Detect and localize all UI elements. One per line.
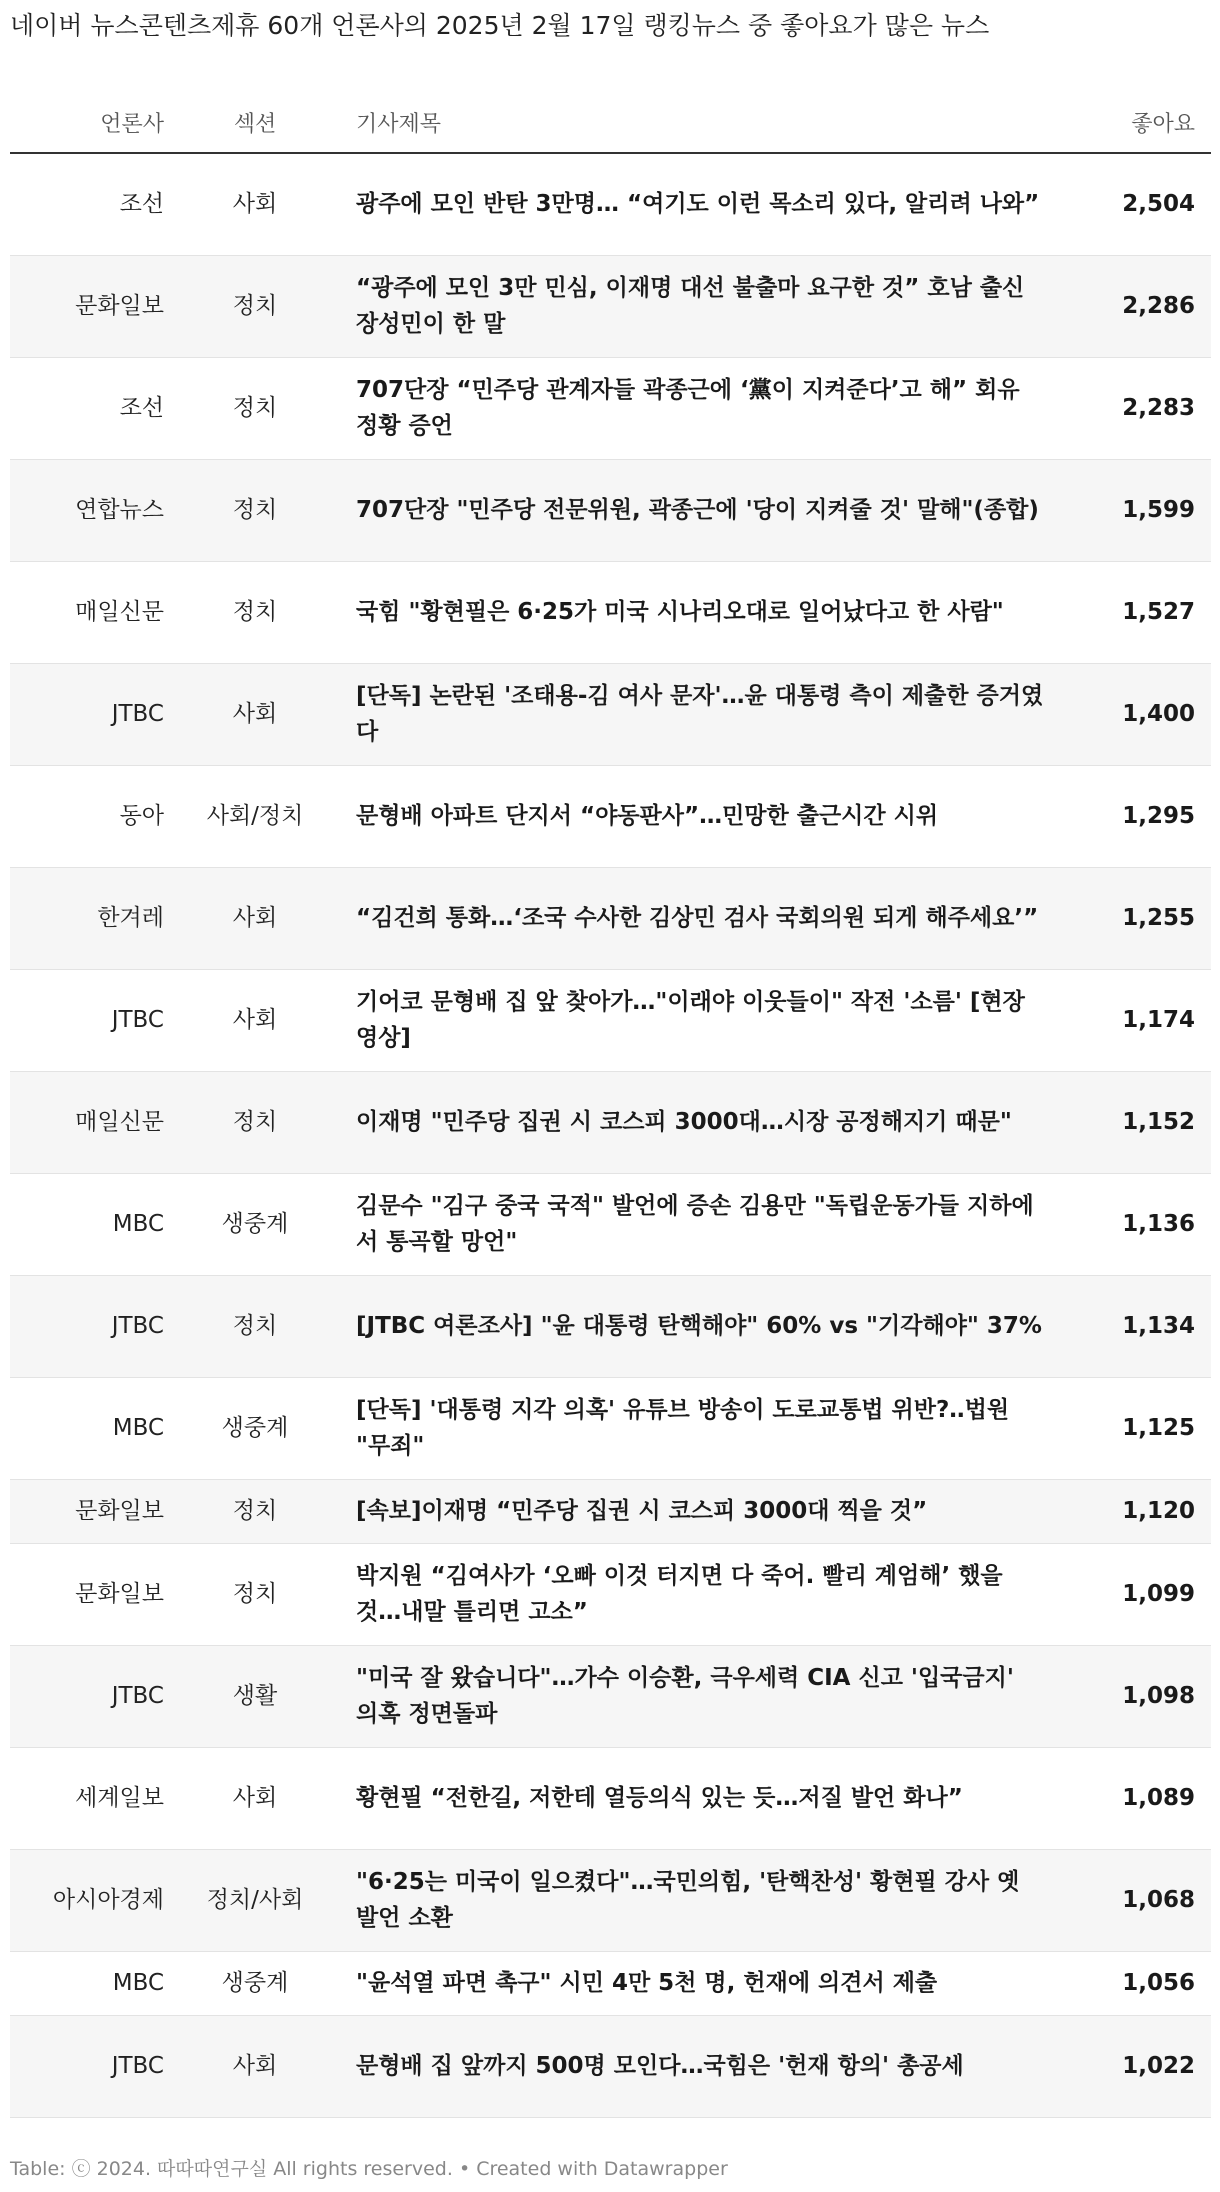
likes-cell: 1,174 [1060,969,1211,1071]
likes-cell: 1,134 [1060,1275,1211,1377]
table-row[interactable] [10,153,1211,255]
section-cell: 정치 [180,357,330,459]
headline-cell[interactable]: 김문수 "김구 중국 국적" 발언에 증손 김용만 "독립운동가들 지하에서 통곡할 망언" [330,1173,1060,1275]
headline-cell[interactable]: "6·25는 미국이 일으켰다"…국민의힘, '탄핵찬성' 황현필 강사 옛 발언 소환 [330,1849,1060,1951]
likes-cell: 1,152 [1060,1071,1211,1173]
headline-cell[interactable]: 707단장 "민주당 전문위원, 곽종근에 '당이 지켜줄 것' 말해"(종합) [330,459,1060,561]
press-cell: JTBC [10,2015,180,2117]
press-cell: JTBC [10,1645,180,1747]
table-row[interactable] [10,663,1211,765]
likes-cell: 1,098 [1060,1645,1211,1747]
press-cell: 연합뉴스 [10,459,180,561]
table-row[interactable] [10,1543,1211,1645]
headline-cell[interactable]: 이재명 "민주당 집권 시 코스피 3000대…시장 공정해지기 때문" [330,1071,1060,1173]
press-cell: 조선 [10,357,180,459]
press-cell: JTBC [10,1275,180,1377]
press-cell: 매일신문 [10,1071,180,1173]
header-press[interactable]: 언론사 [10,92,180,153]
headline-cell[interactable]: 광주에 모인 반탄 3만명… “여기도 이런 목소리 있다, 알리려 나와” [330,153,1060,255]
headline-cell[interactable]: 박지원 “김여사가 ‘오빠 이것 터지면 다 죽어. 빨리 계엄해’ 했을 것…내말 틀리면 고소” [330,1543,1060,1645]
likes-cell: 1,527 [1060,561,1211,663]
table-row[interactable] [10,1275,1211,1377]
likes-cell: 1,599 [1060,459,1211,561]
headline-cell[interactable]: 국힘 "황현필은 6·25가 미국 시나리오대로 일어났다고 한 사람" [330,561,1060,663]
likes-cell: 1,089 [1060,1747,1211,1849]
press-cell: 아시아경제 [10,1849,180,1951]
section-cell: 생중계 [180,1377,330,1479]
headline-cell[interactable]: [단독] '대통령 지각 의혹' 유튜브 방송이 도로교통법 위반?‥법원 "무죄" [330,1377,1060,1479]
press-cell: MBC [10,1173,180,1275]
likes-cell: 1,099 [1060,1543,1211,1645]
press-cell: 매일신문 [10,561,180,663]
press-cell: 세계일보 [10,1747,180,1849]
section-cell: 정치 [180,1275,330,1377]
press-cell: MBC [10,1377,180,1479]
likes-cell: 1,255 [1060,867,1211,969]
section-cell: 사회 [180,969,330,1071]
header-likes[interactable]: 좋아요 [1060,92,1211,153]
headline-cell[interactable]: [JTBC 여론조사] "윤 대통령 탄핵해야" 60% vs "기각해야" 37% [330,1275,1060,1377]
table-row[interactable] [10,1479,1211,1543]
headline-cell[interactable]: “광주에 모인 3만 민심, 이재명 대선 불출마 요구한 것” 호남 출신 장성민이 한 말 [330,255,1060,357]
news-ranking-table [10,92,1211,2118]
section-cell: 생중계 [180,1173,330,1275]
table-row[interactable] [10,1377,1211,1479]
likes-cell: 1,068 [1060,1849,1211,1951]
press-cell: JTBC [10,663,180,765]
table-row[interactable] [10,765,1211,867]
likes-cell: 2,283 [1060,357,1211,459]
likes-cell: 1,022 [1060,2015,1211,2117]
table-row[interactable] [10,459,1211,561]
likes-cell: 1,125 [1060,1377,1211,1479]
section-cell: 생활 [180,1645,330,1747]
likes-cell: 1,120 [1060,1479,1211,1543]
table-row[interactable] [10,2015,1211,2117]
likes-cell: 1,056 [1060,1951,1211,2015]
table-row[interactable] [10,561,1211,663]
likes-cell: 2,504 [1060,153,1211,255]
likes-cell: 1,136 [1060,1173,1211,1275]
section-cell: 사회 [180,153,330,255]
headline-cell[interactable]: 기어코 문형배 집 앞 찾아가…"이래야 이웃들이" 작전 '소름' [현장영상] [330,969,1060,1071]
likes-cell: 1,295 [1060,765,1211,867]
section-cell: 정치 [180,561,330,663]
headline-cell[interactable]: “김건희 통화…‘조국 수사한 김상민 검사 국회의원 되게 해주세요’” [330,867,1060,969]
headline-cell[interactable]: [단독] 논란된 '조태용-김 여사 문자'…윤 대통령 측이 제출한 증거였다 [330,663,1060,765]
table-row[interactable] [10,357,1211,459]
headline-cell[interactable]: "미국 잘 왔습니다"…가수 이승환, 극우세력 CIA 신고 '입국금지' 의혹 정면돌파 [330,1645,1060,1747]
section-cell: 정치 [180,255,330,357]
section-cell: 사회 [180,2015,330,2117]
page-title: 네이버 뉴스콘텐츠제휴 60개 언론사의 2025년 2월 17일 랭킹뉴스 중 좋아요가 많은 뉴스 [10,11,990,40]
table-row[interactable] [10,1951,1211,2015]
section-cell: 사회 [180,867,330,969]
headline-cell[interactable]: 황현필 “전한길, 저한테 열등의식 있는 듯…저질 발언 화나” [330,1747,1060,1849]
header-row [10,92,1211,153]
table-row[interactable] [10,1747,1211,1849]
section-cell: 사회 [180,663,330,765]
headline-cell[interactable]: 문형배 아파트 단지서 “야동판사”…민망한 출근시간 시위 [330,765,1060,867]
table-row[interactable] [10,255,1211,357]
section-cell: 정치/사회 [180,1849,330,1951]
section-cell: 정치 [180,459,330,561]
header-headline[interactable]: 기사제목 [330,92,1060,153]
table-row[interactable] [10,867,1211,969]
press-cell: 문화일보 [10,1543,180,1645]
press-cell: 문화일보 [10,255,180,357]
table-row[interactable] [10,1071,1211,1173]
table-row[interactable] [10,1849,1211,1951]
table-row[interactable] [10,1645,1211,1747]
table-row[interactable] [10,969,1211,1071]
headline-cell[interactable]: [속보]이재명 “민주당 집권 시 코스피 3000대 찍을 것” [330,1479,1060,1543]
section-cell: 정치 [180,1479,330,1543]
section-cell: 사회 [180,1747,330,1849]
section-cell: 생중계 [180,1951,330,2015]
section-cell: 정치 [180,1071,330,1173]
footer-credit: Table: ⓒ 2024. 따따따연구실 All rights reserved. • Created with Datawrapper [10,2158,728,2180]
table-row[interactable] [10,1173,1211,1275]
press-cell: 조선 [10,153,180,255]
likes-cell: 1,400 [1060,663,1211,765]
headline-cell[interactable]: 문형배 집 앞까지 500명 모인다…국힘은 '헌재 항의' 총공세 [330,2015,1060,2117]
header-section[interactable]: 섹션 [180,92,330,153]
headline-cell[interactable]: 707단장 “민주당 관계자들 곽종근에 ‘黨이 지켜준다’고 해” 회유 정황 증언 [330,357,1060,459]
likes-cell: 2,286 [1060,255,1211,357]
table-body [10,153,1211,2117]
press-cell: MBC [10,1951,180,2015]
press-cell: 한겨레 [10,867,180,969]
press-cell: JTBC [10,969,180,1071]
headline-cell[interactable]: "윤석열 파면 촉구" 시민 4만 5천 명, 헌재에 의견서 제출 [330,1951,1060,2015]
press-cell: 문화일보 [10,1479,180,1543]
section-cell: 정치 [180,1543,330,1645]
table-header [10,92,1211,153]
section-cell: 사회/정치 [180,765,330,867]
press-cell: 동아 [10,765,180,867]
